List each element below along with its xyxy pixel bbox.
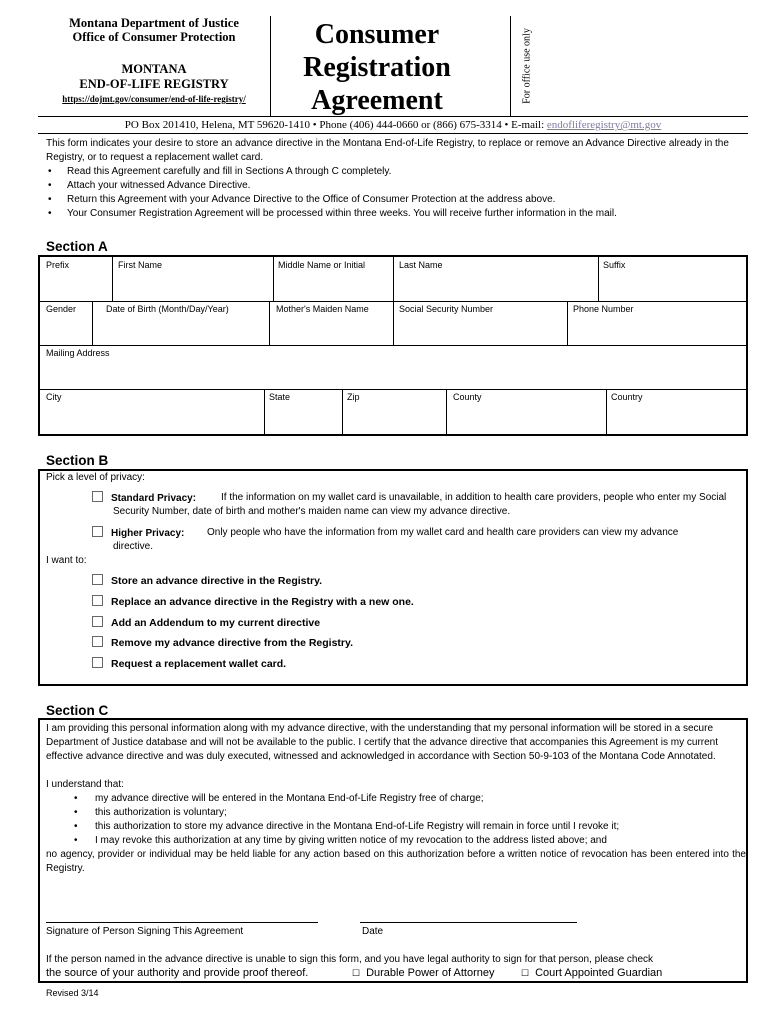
gender-field[interactable]: Gender bbox=[46, 304, 77, 314]
list-item: • Return this Agreement with your Advance Directive to the Office of Consumer Protection at the address above. bbox=[46, 193, 746, 207]
authority-text-2: the source of your authority and provide proof thereof. bbox=[46, 967, 309, 979]
title-line-2: Registration bbox=[303, 52, 451, 83]
col-divider bbox=[269, 301, 270, 345]
store-checkbox[interactable] bbox=[92, 574, 103, 585]
phone-field[interactable]: Phone Number bbox=[573, 304, 634, 314]
understand-list bbox=[46, 792, 746, 848]
action-label: Add an Addendum to my current directive bbox=[111, 617, 321, 629]
email-link[interactable]: endofliferegistry@mt.gov bbox=[546, 119, 662, 131]
mailing-address-field[interactable]: Mailing Address bbox=[46, 348, 110, 358]
list-item: • my advance directive will be entered in the Montana End-of-Life Registry free of charge; bbox=[46, 792, 746, 806]
action-remove[interactable] bbox=[92, 636, 353, 649]
intro-paragraph: This form indicates your desire to store an advance directive in the Montana End-of-Life Registry, to replace or remove an Advance Directive already in the Registry, or to request a replacement wallet card. bbox=[46, 138, 729, 163]
list-item: • I may revoke this authorization at any time by giving written notice of my revocation to the address listed above; and bbox=[46, 834, 746, 848]
wallet-card-checkbox[interactable] bbox=[92, 657, 103, 668]
privacy-prompt: Pick a level of privacy: bbox=[46, 472, 145, 483]
col-divider bbox=[393, 257, 394, 301]
higher-privacy-checkbox[interactable] bbox=[92, 526, 103, 537]
col-divider bbox=[393, 301, 394, 345]
action-addendum[interactable] bbox=[92, 616, 320, 629]
standard-privacy-text: If the information on my wallet card is unavailable, in addition to health care providers, people who enter my Social Security Number, date of birth and mother's maiden name can view my advance directive. bbox=[113, 492, 727, 517]
state-field[interactable]: State bbox=[269, 392, 291, 402]
date-label: Date bbox=[362, 926, 384, 937]
zip-field[interactable]: Zip bbox=[347, 392, 360, 402]
header-divider bbox=[270, 16, 271, 116]
guardian-label: Court Appointed Guardian bbox=[535, 967, 663, 979]
higher-privacy-label: Higher Privacy: bbox=[111, 528, 185, 539]
action-label: Store an advance directive in the Registry. bbox=[111, 575, 323, 587]
last-name-field[interactable]: Last Name bbox=[399, 260, 443, 270]
date-of-birth-field[interactable]: Date of Birth (Month/Day/Year) bbox=[106, 304, 229, 314]
signature-label: Signature of Person Signing This Agreement bbox=[46, 926, 244, 937]
ssn-field[interactable]: Social Security Number bbox=[399, 304, 494, 314]
standard-privacy-label: Standard Privacy: bbox=[111, 493, 197, 504]
office-use-box bbox=[515, 16, 539, 116]
date-line[interactable] bbox=[360, 922, 577, 923]
guardian-option[interactable] bbox=[521, 967, 662, 979]
action-wallet-card[interactable] bbox=[92, 657, 286, 670]
title-line-1: Consumer bbox=[314, 19, 440, 50]
section-a-box bbox=[38, 255, 748, 436]
row-divider bbox=[40, 345, 746, 346]
org-line-1: Montana Department of Justice bbox=[69, 16, 239, 30]
intro-list bbox=[46, 165, 746, 221]
county-field[interactable]: County bbox=[453, 392, 482, 402]
poa-option[interactable] bbox=[352, 967, 494, 979]
col-divider bbox=[92, 301, 93, 345]
registry-url-link[interactable]: https://dojmt.gov/consumer/end-of-life-registry/ bbox=[62, 94, 246, 104]
action-replace[interactable] bbox=[92, 595, 414, 608]
higher-privacy-text: Only people who have the information from my wallet card and health care providers can view my advance directive. bbox=[113, 527, 679, 552]
list-item: • Your Consumer Registration Agreement will be processed within three weeks. You will receive further information in the mail. bbox=[46, 207, 746, 221]
header-rule bbox=[38, 116, 748, 117]
contact-rule bbox=[38, 133, 748, 134]
middle-name-field[interactable]: Middle Name or Initial bbox=[278, 260, 366, 270]
action-label: Request a replacement wallet card. bbox=[111, 658, 287, 670]
want-prompt: I want to: bbox=[46, 555, 87, 566]
col-divider bbox=[606, 389, 607, 434]
first-name-field[interactable]: First Name bbox=[118, 260, 163, 270]
poa-label: Durable Power of Attorney bbox=[366, 967, 495, 979]
registry-line-1: MONTANA bbox=[121, 62, 187, 76]
contact-line bbox=[38, 119, 748, 131]
liability-paragraph: no agency, provider or individual may be held liable for any action based on this authorization before a written notice of revocation has been entered into the Registry. bbox=[46, 849, 746, 874]
row-divider bbox=[40, 389, 746, 390]
authority-text: If the person named in the advance directive is unable to sign this form, and you have legal authority to sign for that person, please check bbox=[46, 954, 654, 965]
col-divider bbox=[446, 389, 447, 434]
standard-privacy-checkbox[interactable] bbox=[92, 491, 103, 502]
remove-checkbox[interactable] bbox=[92, 636, 103, 647]
registry-line-2: END-OF-LIFE REGISTRY bbox=[79, 77, 229, 91]
revised-date: Revised 3/14 bbox=[46, 988, 99, 998]
list-item: • this authorization is voluntary; bbox=[46, 806, 746, 820]
header-divider bbox=[510, 16, 511, 116]
country-field[interactable]: Country bbox=[611, 392, 643, 402]
office-use-label: For office use only bbox=[521, 28, 533, 104]
list-item: • Read this Agreement carefully and fill in Sections A through C completely. bbox=[46, 165, 746, 179]
org-line-2: Office of Consumer Protection bbox=[72, 30, 236, 44]
form-title bbox=[272, 18, 482, 117]
addendum-checkbox[interactable] bbox=[92, 616, 103, 627]
section-a-title: Section A bbox=[46, 239, 108, 254]
signature-line[interactable] bbox=[46, 922, 318, 923]
list-item: • this authorization to store my advance directive in the Montana End-of-Life Registry will remain in force until I revoke it; bbox=[46, 820, 746, 834]
action-store[interactable] bbox=[92, 574, 322, 587]
prefix-field[interactable]: Prefix bbox=[46, 260, 70, 270]
understand-heading: I understand that: bbox=[46, 779, 124, 790]
section-c-content bbox=[46, 722, 746, 876]
header-organization bbox=[38, 16, 270, 116]
certification-paragraph: I am providing this personal information along with my advance directive, with the understanding that my personal information will be stored in a secure Department of Justice database and will not be available to the public. I certify that the advance directive that accompanies this Agreement is my current effective advance directive and was duly executed, witnessed and acknowledged in accordance with Section 50-9-103 of the Montana Code Annotated. bbox=[46, 723, 719, 762]
city-field[interactable]: City bbox=[46, 392, 62, 402]
section-c-title: Section C bbox=[46, 703, 109, 718]
section-b-title: Section B bbox=[46, 453, 109, 468]
title-line-3: Agreement bbox=[311, 85, 443, 116]
maiden-name-field[interactable]: Mother's Maiden Name bbox=[276, 304, 369, 314]
replace-checkbox[interactable] bbox=[92, 595, 103, 606]
col-divider bbox=[598, 257, 599, 301]
col-divider bbox=[273, 257, 274, 301]
col-divider bbox=[342, 389, 343, 434]
col-divider bbox=[264, 389, 265, 434]
col-divider bbox=[567, 301, 568, 345]
intro-block bbox=[46, 137, 746, 221]
col-divider bbox=[112, 257, 113, 301]
checkbox-icon[interactable]: ☐ bbox=[521, 968, 530, 978]
action-label: Remove my advance directive from the Registry. bbox=[111, 637, 353, 649]
contact-text: PO Box 201410, Helena, MT 59620-1410 • Phone (406) 444-0660 or (866) 675-3314 • E-mail: bbox=[124, 119, 547, 131]
list-item: • Attach your witnessed Advance Directive. bbox=[46, 179, 746, 193]
action-label: Replace an advance directive in the Registry with a new one. bbox=[111, 596, 414, 608]
suffix-field[interactable]: Suffix bbox=[603, 260, 626, 270]
checkbox-icon[interactable]: ☐ bbox=[352, 968, 361, 978]
